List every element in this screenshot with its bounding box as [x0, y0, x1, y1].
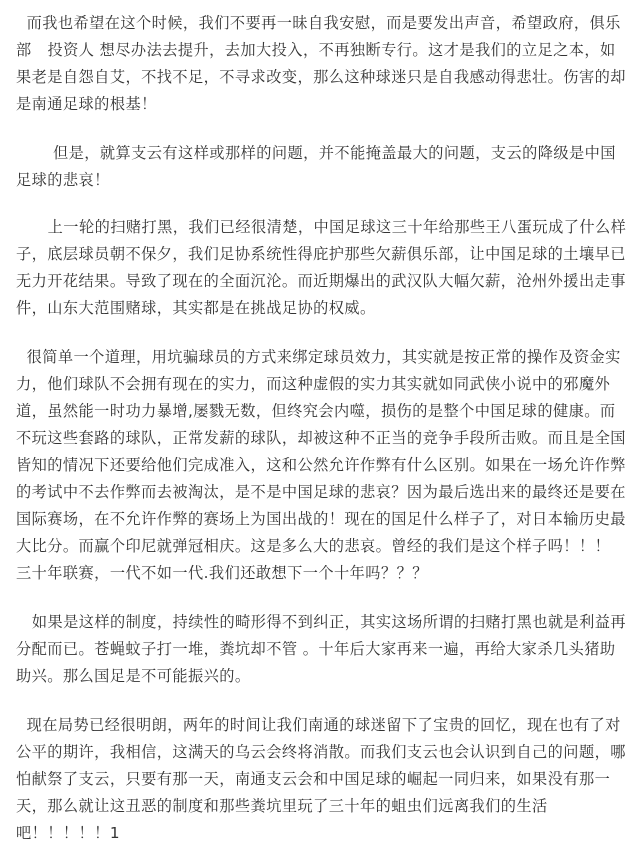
paragraph-4: 很简单一个道理，用坑骗球员的方式来绑定球员效力，其实就是按正常的操作及资金实力，他们球队不会拥有现在的实力，而这种虚假的实力其实就如同武侠小说中的邪魔外道，虽然能一时功力暴增,屡戮无数，但终究会内噬，损伤的是整个中国足球的健康。而不玩这些套路的球队，正常发薪的球队，却被这种不正当的竞争手段所击败。而且是全国皆知的情况下还要给他们完成准入，这和公然允许作弊有什么区别。如果在一场允许作弊的考试中不去作弊而去被淘汰，是不是中国足球的悲哀？因为最后选出来的最终还是要在国际赛场，在不允许作弊的赛场上为国出战的！现在的国足什么样子了，对日本输历史最大比分。而赢个印尼就弹冠相庆。这是多么大的悲哀。曾经的我们是这个样子吗！！！ 三十年联赛，一代不如一代.我们还敢想下一个十年吗？？？: [16, 348, 626, 582]
paragraph-1: 而我也希望在这个时候，我们不要再一昧自我安慰，而是要发出声音，希望政府，俱乐部 投资人 想尽办法去提升，去加大投入，不再独断专行。这才是我们的立足之本，如果老是自怨自艾，不找不足，不寻求改变，那么这种球迷只是自我感动得悲壮。伤害的却是南通足球的根基！: [16, 14, 626, 113]
paragraph-2: 但是，就算支云有这样或那样的问题，并不能掩盖最大的问题，支云的降级是中国足球的悲哀！: [16, 144, 616, 189]
paragraph-6: 现在局势已经很明朗，两年的时间让我们南通的球迷留下了宝贵的回忆，现在也有了对公平的期许，我相信，这满天的乌云会终将消散。而我们支云也会认识到自己的问题，哪怕献祭了支云，只要有那一天，南通支云会和中国足球的崛起一同归来，如果没有那一天，那么就让这丑恶的制度和那些粪坑里玩了三十年的蛆虫们远离我们的生活吧！！！！！1: [16, 716, 626, 842]
paragraph-5: 如果是这样的制度，持续性的畸形得不到纠正，其实这场所谓的扫赌打黑也就是利益再分配而已。苍蝇蚊子打一堆，粪坑却不管 。十年后大家再来一遍，再给大家杀几头猪助助兴。那么国足是不可能振兴的。: [16, 613, 627, 685]
paragraph-3: 上一轮的扫赌打黑，我们已经很清楚，中国足球这三十年给那些王八蛋玩成了什么样子，底层球员朝不保夕，我们足协系统性得庇护那些欠薪俱乐部，让中国足球的土壤早已无力开花结果。导致了现在的全面沉沦。而近期爆出的武汉队大幅欠薪，沧州外援出走事件，山东大范围赌球，其实都是在挑战足协的权威。: [16, 218, 627, 317]
